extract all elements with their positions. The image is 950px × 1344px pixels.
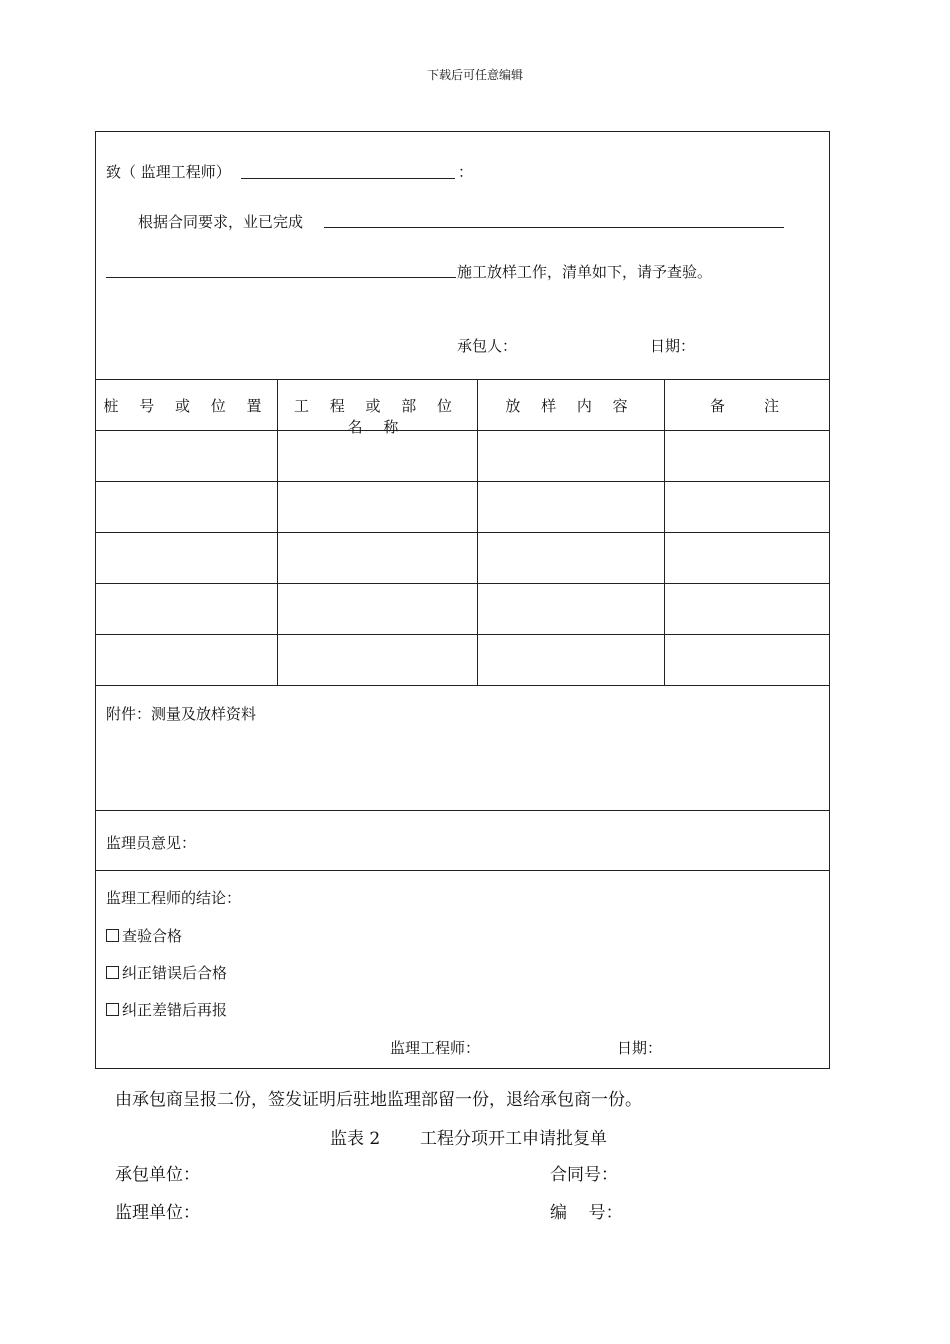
addressee-line[interactable] [241,178,455,179]
option-label: 纠正错误后合格 [122,964,228,982]
contractor-signature-label: 承包人： [457,337,518,355]
attachment-label: 附件：测量及放样资料 [106,705,257,723]
option-resubmit-after-correction[interactable] [106,999,227,1020]
checkbox[interactable] [106,929,119,942]
addressee-label: 致（ 监理工程师） [106,163,231,181]
contract-number-label: 合同号： [550,1165,618,1185]
checkbox[interactable] [106,1003,119,1016]
header-note: 下载后可任意编辑 [426,68,523,82]
engineer-signature-label: 监理工程师： [390,1039,481,1057]
submission-note: 由承包商呈报二份，签发证明后驻地监理部留一份，退给承包商一份。 [115,1090,642,1110]
layout-approval-form [95,131,830,1069]
option-label: 纠正差错后再报 [122,1001,228,1019]
table-bottom-border [96,685,829,686]
row-divider [96,481,829,482]
option-label: 查验合格 [122,927,183,945]
column-header-stake: 桩 号 或 位 置 [103,397,270,415]
work-item-line[interactable] [106,277,456,278]
row-divider [96,634,829,635]
date-label: 日期： [650,337,696,355]
table-top-border [96,379,829,380]
request-text: 施工放样工作，清单如下，请予查验。 [457,263,713,281]
contractor-unit-label: 承包单位： [115,1165,200,1185]
table-number: 监表 2 [330,1129,381,1149]
serial-number-label: 编 号： [550,1203,623,1223]
row-divider [96,532,829,533]
column-divider [477,379,478,685]
section-divider [96,870,829,871]
column-divider [664,379,665,685]
addressee-colon: ： [458,163,474,181]
date-label: 日期： [617,1039,663,1057]
column-header-layout-content: 放 样 内 容 [505,397,636,415]
row-divider [96,583,829,584]
option-inspection-passed[interactable] [106,925,182,946]
table-title: 工程分项开工申请批复单 [420,1129,607,1149]
engineer-conclusion-label: 监理工程师的结论： [106,889,242,907]
completion-text: 根据合同要求，业已完成 [138,213,304,231]
section-divider [96,810,829,811]
supervision-unit-label: 监理单位： [115,1203,200,1223]
completed-work-line[interactable] [324,227,784,228]
checkbox[interactable] [106,966,119,979]
supervisor-opinion-label: 监理员意见： [106,834,197,852]
column-header-remarks: 备 注 [709,397,784,415]
option-passed-after-correction[interactable] [106,962,227,983]
column-header-project-part: 工 程 或 部 位 名 称 [293,397,461,436]
